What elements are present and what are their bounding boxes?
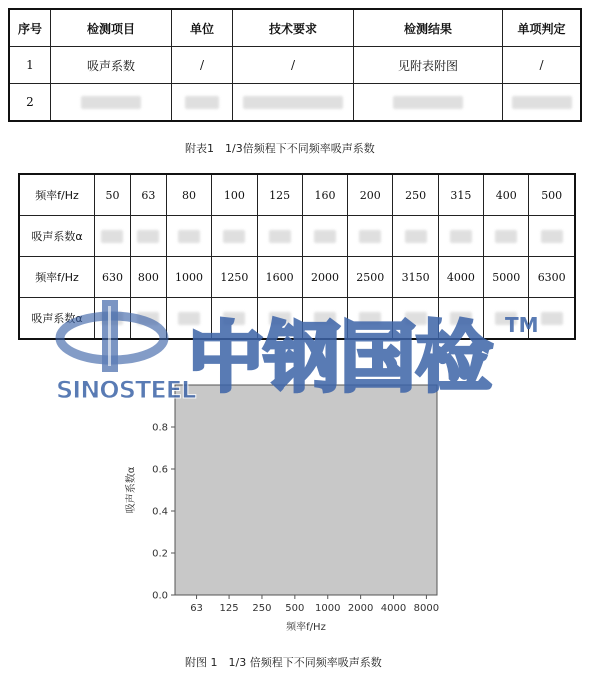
y-tick-label: 0.2 — [152, 548, 168, 560]
cell-item: 吸声系数 — [51, 47, 172, 84]
freq-cell: 1250 — [212, 257, 257, 298]
y-tick-label: 0.8 — [152, 422, 168, 434]
absorption-coefficient-table — [18, 173, 576, 340]
freq-label: 频率f/Hz — [19, 257, 95, 298]
redacted-cell — [212, 216, 257, 257]
redacted-cell — [130, 216, 166, 257]
redacted-cell — [212, 298, 257, 340]
cell-no: 2 — [9, 84, 51, 122]
col-header-requirement: 技术要求 — [233, 9, 354, 47]
watermark-tm: TM — [505, 313, 539, 337]
redacted-cell — [348, 298, 393, 340]
redacted-cell — [438, 216, 483, 257]
freq-cell: 5000 — [484, 257, 529, 298]
freq-label: 频率f/Hz — [19, 174, 95, 216]
redacted-cell — [51, 84, 172, 122]
cell-unit: / — [172, 47, 233, 84]
cell-requirement: / — [233, 47, 354, 84]
freq-cell: 200 — [348, 174, 393, 216]
freq-cell: 160 — [302, 174, 347, 216]
redacted-cell — [257, 298, 302, 340]
col-header-result: 检测结果 — [354, 9, 503, 47]
y-axis-label: 吸声系数α — [126, 466, 137, 514]
redacted-cell — [302, 216, 347, 257]
redacted-cell — [393, 216, 438, 257]
table-caption: 附表1 1/3倍频程下不同频率吸声系数 — [185, 142, 375, 155]
x-tick-label: 4000 — [380, 603, 407, 614]
x-tick-label: 125 — [219, 603, 239, 614]
freq-cell: 63 — [130, 174, 166, 216]
freq-row-1 — [19, 174, 575, 216]
plot-area — [175, 385, 437, 595]
freq-cell: 500 — [529, 174, 575, 216]
redacted-cell — [503, 84, 582, 122]
coef-label: 吸声系数α — [19, 298, 95, 340]
coef-row-2 — [19, 298, 575, 340]
redacted-cell — [166, 216, 211, 257]
watermark-cn-text: 中钢国检 — [188, 313, 492, 402]
coef-row-1 — [19, 216, 575, 257]
freq-cell: 6300 — [529, 257, 575, 298]
cell-result: 见附表附图 — [354, 47, 503, 84]
x-tick-label: 1000 — [315, 603, 341, 614]
x-axis-label: 频率f/Hz — [286, 622, 326, 633]
freq-cell: 50 — [95, 174, 131, 216]
redacted-cell — [130, 298, 166, 340]
redacted-cell — [484, 298, 529, 340]
x-tick-label: 250 — [252, 603, 272, 614]
cell-judgement: / — [503, 47, 582, 84]
redacted-cell — [302, 298, 347, 340]
freq-cell: 3150 — [393, 257, 438, 298]
table-row — [9, 84, 581, 122]
freq-cell: 2500 — [348, 257, 393, 298]
redacted-cell — [172, 84, 233, 122]
redacted-cell — [95, 298, 131, 340]
redacted-cell — [529, 216, 575, 257]
x-tick-label: 2000 — [347, 603, 374, 614]
redacted-cell — [95, 216, 131, 257]
cell-no: 1 — [9, 47, 51, 84]
freq-row-2 — [19, 257, 575, 298]
y-tick-label: 0.0 — [152, 590, 168, 602]
y-tick-label: 0.6 — [152, 464, 168, 476]
redacted-cell — [233, 84, 354, 122]
freq-cell: 100 — [212, 174, 257, 216]
redacted-cell — [393, 298, 438, 340]
freq-cell: 800 — [130, 257, 166, 298]
x-axis — [190, 595, 439, 614]
freq-cell: 4000 — [438, 257, 483, 298]
col-header-unit: 单位 — [172, 9, 233, 47]
freq-cell: 125 — [257, 174, 302, 216]
y-axis — [152, 423, 175, 602]
redacted-cell — [529, 298, 575, 340]
freq-cell: 80 — [166, 174, 211, 216]
freq-cell: 400 — [484, 174, 529, 216]
redacted-cell — [484, 216, 529, 257]
redacted-cell — [354, 84, 503, 122]
absorption-chart — [110, 380, 460, 642]
col-header-judgement: 单项判定 — [503, 9, 582, 47]
x-tick-label: 8000 — [413, 603, 440, 614]
table-header-row — [9, 9, 581, 47]
freq-cell: 2000 — [302, 257, 347, 298]
redacted-cell — [257, 216, 302, 257]
redacted-cell — [166, 298, 211, 340]
x-tick-label: 500 — [285, 603, 305, 614]
figure-caption: 附图 1 1/3 倍频程下不同频率吸声系数 — [185, 656, 382, 669]
col-header-no: 序号 — [9, 9, 51, 47]
freq-cell: 630 — [95, 257, 131, 298]
freq-cell: 1600 — [257, 257, 302, 298]
freq-cell: 1000 — [166, 257, 211, 298]
redacted-cell — [438, 298, 483, 340]
redacted-cell — [348, 216, 393, 257]
y-tick-label: 0.4 — [152, 506, 168, 518]
freq-cell: 315 — [438, 174, 483, 216]
test-items-table — [8, 8, 582, 122]
table-row — [9, 47, 581, 84]
freq-cell: 250 — [393, 174, 438, 216]
coef-label: 吸声系数α — [19, 216, 95, 257]
watermark-en-text: SINOSTEEL — [56, 376, 196, 404]
col-header-item: 检测项目 — [51, 9, 172, 47]
x-tick-label: 63 — [190, 603, 203, 614]
